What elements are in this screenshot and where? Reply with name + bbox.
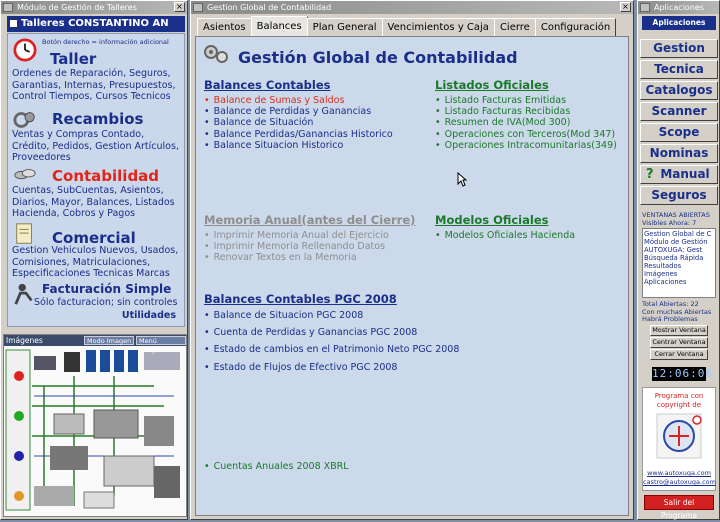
tab-vencimientos[interactable]: Vencimientos y Caja bbox=[382, 18, 495, 36]
center-window-button[interactable]: Centrar Ventana bbox=[650, 337, 708, 348]
list-item[interactable]: Módulo de Gestión bbox=[644, 238, 708, 246]
listados-oficiales-list bbox=[435, 95, 617, 151]
image-mode-button[interactable]: Modo Imagen bbox=[84, 336, 134, 345]
manual-button[interactable] bbox=[640, 165, 718, 184]
image-menu-button[interactable]: Menú Imagen bbox=[136, 336, 186, 345]
modelos-oficiales-title: Modelos Oficiales bbox=[435, 213, 549, 227]
scanner-button[interactable]: Scanner bbox=[640, 102, 718, 121]
comercial-title[interactable]: Comercial bbox=[52, 229, 136, 247]
nominas-button[interactable]: Nominas bbox=[640, 144, 718, 163]
list-item[interactable]: Búsqueda Rápida bbox=[644, 254, 704, 262]
taller-description[interactable]: Ordenes de Reparación, Seguros, Garantias, Internas, Presupuestos, Control Tiempos, Cursos Tecnicos bbox=[12, 68, 176, 102]
left-titlebar[interactable] bbox=[1, 1, 187, 14]
list-item[interactable]: Resultados bbox=[644, 262, 682, 270]
list-item[interactable]: • Operaciones con Terceros(Mod 347) bbox=[435, 129, 617, 140]
gestion-button[interactable]: Gestion bbox=[640, 39, 718, 58]
list-item[interactable]: • Imprimir Memoria Rellenando Datos bbox=[204, 241, 389, 252]
tecnica-button[interactable]: Tecnica bbox=[640, 60, 718, 79]
list-item[interactable]: • Resumen de IVA(Mod 300) bbox=[435, 117, 617, 128]
list-item[interactable]: Imágenes bbox=[644, 270, 678, 278]
warning-text-2: Habrá Problemas bbox=[642, 315, 698, 323]
list-item[interactable]: • Estado de cambios en el Patrimonio Neto PGC 2008 bbox=[204, 341, 459, 358]
company-header bbox=[7, 16, 185, 32]
list-item[interactable]: • Balance de Situacion PGC 2008 bbox=[204, 307, 459, 324]
list-item[interactable]: • Balance de Sumas y Saldos bbox=[204, 95, 393, 106]
email-link[interactable]: castro@autoxuga.com bbox=[643, 478, 716, 486]
utilidades-link[interactable]: Utilidades bbox=[121, 310, 176, 321]
list-item[interactable]: • Listado Facturas Emitidas bbox=[435, 95, 617, 106]
tab-balances[interactable]: Balances bbox=[251, 16, 308, 36]
open-windows-list[interactable] bbox=[642, 228, 716, 298]
list-item[interactable]: • Modelos Oficiales Hacienda bbox=[435, 230, 575, 241]
parts-diagram-image[interactable] bbox=[4, 346, 186, 516]
memoria-anual-title: Memoria Anual(antes del Cierre) bbox=[204, 213, 416, 227]
balances-content bbox=[195, 36, 629, 516]
list-item[interactable]: • Estado de Flujos de Efectivo PGC 2008 bbox=[204, 359, 459, 376]
images-panel bbox=[3, 334, 187, 517]
tab-strip bbox=[197, 18, 615, 36]
list-item[interactable]: • Renovar Textos en la Memoria bbox=[204, 252, 389, 263]
images-panel-header bbox=[4, 335, 186, 354]
close-icon[interactable]: × bbox=[620, 2, 631, 12]
catalogos-button[interactable]: Catalogos bbox=[640, 81, 718, 100]
scope-button[interactable]: Scope bbox=[640, 123, 718, 142]
balances-pgc-list bbox=[204, 307, 459, 376]
applications-header: Aplicaciones bbox=[642, 16, 716, 30]
clock-display: 12:06:06 bbox=[652, 367, 713, 380]
show-window-button[interactable]: Mostrar Ventana bbox=[650, 325, 708, 336]
open-windows-panel bbox=[640, 209, 718, 385]
tab-asientos[interactable]: Asientos bbox=[197, 18, 252, 36]
window-icon bbox=[193, 3, 203, 12]
facturacion-description[interactable]: Sólo facturacion; sin controles bbox=[34, 297, 178, 308]
contabilidad-title[interactable]: Contabilidad bbox=[52, 167, 160, 185]
list-item[interactable]: • Cuenta de Perdidas y Ganancias PGC 2008 bbox=[204, 324, 459, 341]
images-label: Imágenes bbox=[6, 336, 43, 345]
help-icon: ? bbox=[646, 167, 654, 182]
cuentas-anuales-list bbox=[204, 461, 349, 472]
window-icon bbox=[3, 3, 13, 12]
copyright-line2: copyright de bbox=[656, 401, 702, 409]
seguros-button[interactable]: Seguros bbox=[640, 186, 718, 205]
list-item[interactable]: • Cuentas Anuales 2008 XBRL bbox=[204, 461, 349, 472]
exit-button[interactable]: Salir del Programa bbox=[644, 495, 714, 510]
manual-label: Manual bbox=[660, 167, 710, 181]
list-item[interactable]: • Balance Situacion Historico bbox=[204, 140, 393, 151]
center-titlebar[interactable] bbox=[191, 1, 633, 14]
balances-pgc-title: Balances Contables PGC 2008 bbox=[204, 292, 397, 306]
list-item[interactable]: • Operaciones Intracomunitarias(349) bbox=[435, 140, 617, 151]
applications-window bbox=[637, 0, 720, 520]
page-title: Gestión Global de Contabilidad bbox=[238, 48, 518, 67]
close-window-button[interactable]: Cerrar Ventana bbox=[650, 349, 708, 360]
tab-plan-general[interactable]: Plan General bbox=[307, 18, 383, 36]
right-click-hint: Botón derecho = información adicional bbox=[42, 38, 169, 46]
left-window-title: Módulo de Gestión de Talleres bbox=[17, 3, 137, 12]
total-open: Total Abiertas: 22 bbox=[642, 300, 699, 308]
recambios-description[interactable]: Ventas y Compras Contado, Crédito, Pedidos, Gestion Artículos, Proveedores bbox=[12, 129, 179, 163]
list-item[interactable]: Aplicaciones bbox=[644, 278, 687, 286]
contabilidad-description[interactable]: Cuentas, SubCuentas, Asientos, Diarios, Mayor, Balances, Listados Hacienda, Cobros y Pagos bbox=[12, 185, 175, 219]
right-window-title: Aplicaciones bbox=[654, 3, 704, 12]
gears-icon bbox=[202, 43, 230, 65]
center-window-title: Gestion Global de Contabilidad bbox=[207, 3, 332, 12]
list-item[interactable]: • Listado Facturas Recibidas bbox=[435, 106, 617, 117]
workshop-module-window bbox=[0, 0, 188, 520]
checkbox-icon[interactable] bbox=[9, 19, 18, 28]
right-titlebar[interactable] bbox=[638, 1, 719, 14]
warning-text: Con muchas Abiertas bbox=[642, 307, 712, 316]
accounting-window bbox=[190, 0, 634, 520]
mouse-cursor-icon bbox=[457, 172, 467, 187]
website-link[interactable]: www.autoxuga.com bbox=[647, 469, 711, 477]
open-windows-title: VENTANAS ABIERTAS bbox=[642, 211, 710, 219]
list-item[interactable]: • Imprimir Memoria Anual del Ejercicio bbox=[204, 230, 389, 241]
copyright-panel bbox=[642, 387, 716, 491]
list-item[interactable]: • Balance Perdidas/Ganancias Historico bbox=[204, 129, 393, 140]
autoxuga-logo-icon bbox=[643, 410, 715, 466]
clock-icon bbox=[12, 38, 38, 62]
copyright-line1: Programa con bbox=[654, 392, 704, 400]
listados-oficiales-title: Listados Oficiales bbox=[435, 78, 549, 92]
comercial-description[interactable]: Gestion Vehiculos Nuevos, Usados, Comisiones, Matriculaciones, Especificaciones Tecnicas Marcas bbox=[12, 245, 179, 279]
tab-cierre[interactable]: Cierre bbox=[494, 18, 536, 36]
modelos-oficiales-list bbox=[435, 230, 575, 241]
window-icon bbox=[640, 3, 650, 12]
facturacion-title[interactable]: Facturación Simple bbox=[42, 282, 172, 296]
company-name: Talleres CONSTANTINO AN bbox=[21, 18, 169, 29]
taller-title[interactable]: Taller bbox=[50, 50, 97, 68]
balances-contables-title: Balances Contables bbox=[204, 78, 331, 92]
list-item[interactable]: AUTOXUGA: Gest bbox=[644, 246, 703, 254]
list-item[interactable]: • Balance de Situación bbox=[204, 117, 393, 128]
document-icon bbox=[12, 222, 38, 246]
memoria-anual-list bbox=[204, 230, 389, 264]
visible-count: Visibles Ahora: 7 bbox=[642, 218, 697, 227]
close-icon[interactable]: × bbox=[174, 2, 185, 12]
tab-configuracion[interactable]: Configuración bbox=[535, 18, 616, 36]
modules-panel bbox=[7, 33, 185, 327]
list-item[interactable]: Gestion Global de C bbox=[644, 230, 712, 238]
recambios-title[interactable]: Recambios bbox=[52, 110, 144, 128]
balances-contables-list bbox=[204, 95, 393, 151]
list-item[interactable]: • Balance de Perdidas y Ganancias bbox=[204, 106, 393, 117]
